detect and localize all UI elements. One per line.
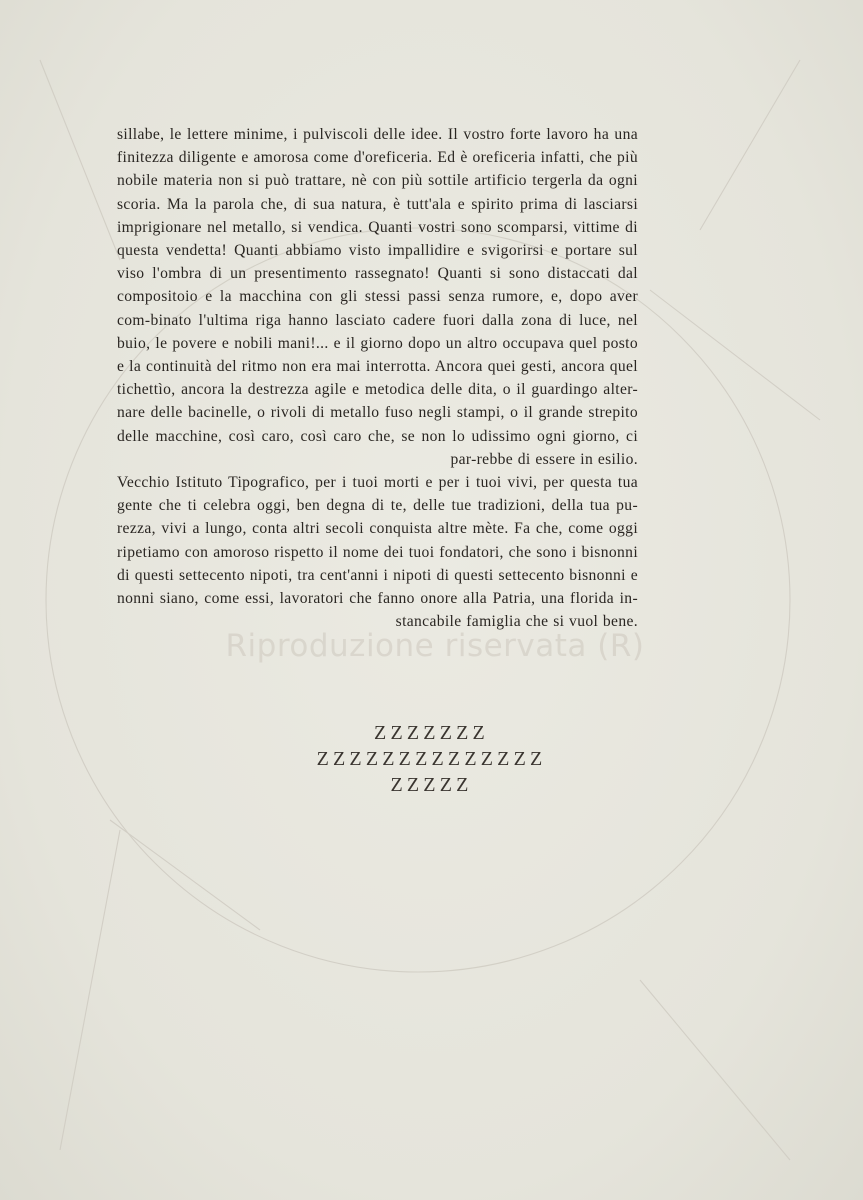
ornament-line: ZZZZZ [390,774,473,796]
watermark-diagonal-line [110,820,260,930]
paragraph: Vecchio Istituto Tipografico, per i tuoi morti e per i tuoi vivi, per questa tua gente che ti celebra oggi, ben degna di te, delle tue tradizioni, della tua pu-rezza, vivi a lungo, conta altri secoli conquista altre mète. Fa che, come oggi ripetiamo con amoroso rispetto il nome dei tuoi fondatori, che sono i bisnonni di questi settecento nipoti, tra cent'anni i nipoti di questi settecento bisnonni e nonni siano, come essi, lavoratori che fanno onore alla Patria, una florida in-stancabile famiglia che si vuol bene. [117,474,638,631]
watermark-diagonal-line [40,60,120,260]
watermark-diagonal-line [640,980,790,1160]
ornament-block [200,720,663,798]
ornament-line: ZZZZZZZ [374,722,489,744]
watermark-text: Riproduzione riservata (R) [225,628,645,664]
body-text [117,123,638,633]
watermark-diagonal-line [60,830,120,1150]
paragraph: sillabe, le lettere minime, i pulviscoli delle idee. Il vostro forte lavoro ha una finitezza diligente e amorosa come d'oreficeria. Ed è oreficeria infatti, che più nobile materia non si può trattare, nè con più sottile artificio tergerla da ogni scoria. Ma la parola che, di sua natura, è tutt'ala e spirito prima di lasciarsi imprigionare nel metallo, si vendica. Quanti vostri sono scomparsi, vittime di questa vendetta! Quanti abbiamo visto impallidire e svigorirsi e portare sul viso l'ombra di un presentimento rassegnato! Quanti si sono distaccati dal compositoio e la macchina con gli stessi passi senza rumore, e, dopo aver com-binato l'ultima riga hanno lasciato cadere fuori dalla zona di luce, nel buio, le povere e nobili mani!... e il giorno dopo un altro occupava quel posto e la continuità del ritmo non era mai interrotta. Ancora quei gesti, ancora quel tichettìo, ancora la destrezza agile e metodica delle dita, o il guardingo alter-nare delle bacinelle, o rivoli di metallo fuso negli stampi, o il grande strepito delle macchine, così caro, così caro che, se non lo udissimo ogni giorno, ci par-rebbe di essere in esilio. [117,126,638,468]
watermark-diagonal-line [700,60,800,230]
ornament-line: ZZZZZZZZZZZZZZ [316,748,547,770]
watermark-diagonal-line [650,290,820,420]
